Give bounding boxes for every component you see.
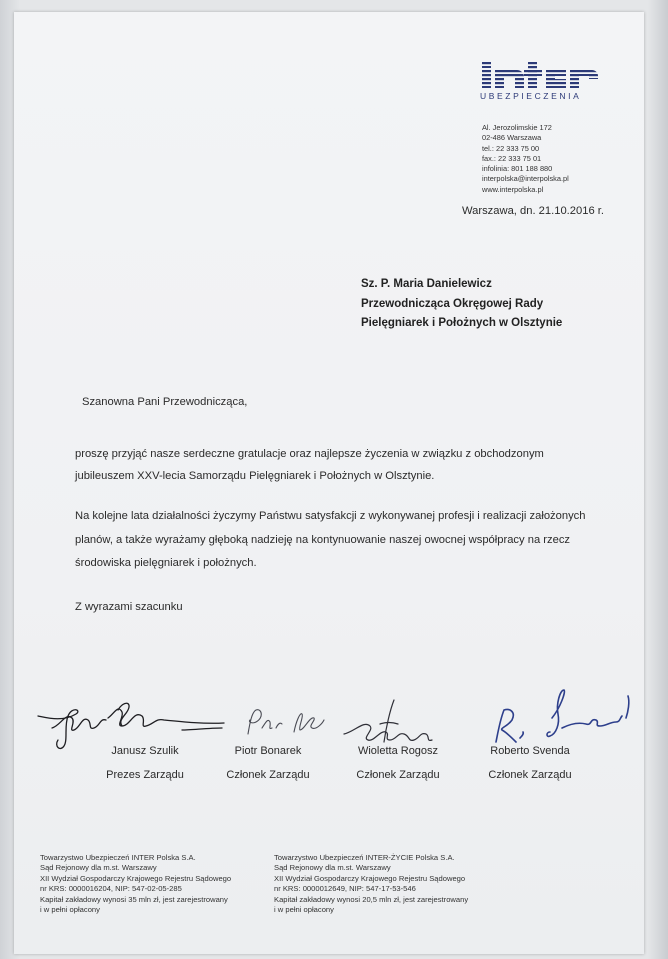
address-phone: tel.: 22 333 75 00: [482, 143, 540, 153]
footer-line: Sąd Rejonowy dla m.st. Warszawy: [40, 863, 157, 873]
recipient-name: Sz. P. Maria Danielewicz: [361, 278, 492, 290]
letter-page: [14, 12, 644, 954]
company-address: [482, 123, 569, 195]
address-hotline: infolinia: 801 188 880: [482, 164, 553, 174]
footer-line: nr KRS: 0000016204, NIP: 547-02-05-285: [40, 884, 182, 894]
footer-line: Towarzystwo Ubezpieczeń INTER-ŻYCIE Polska S.A.: [274, 853, 455, 862]
signature-piotr-bonarek: [248, 710, 324, 734]
inter-logo-wordmark: [480, 58, 602, 90]
signature-janusz-szulik: [38, 703, 224, 748]
footer-company-right: [274, 853, 468, 915]
address-website: www.interpolska.pl: [482, 184, 544, 194]
company-logo: [480, 58, 604, 101]
paragraph-1-line-1: proszę przyjąć nasze serdeczne gratulacje oraz najlepsze życzenia w związku z obchodzonym: [75, 448, 544, 460]
signature-wioletta-rogosz: [344, 700, 432, 742]
footer-line: i w pełni opłacony: [274, 905, 334, 915]
recipient-block: [361, 275, 562, 334]
recipient-organization: Pielęgniarek i Położnych w Olsztynie: [361, 317, 563, 329]
signatory-role: Prezes Zarządu: [106, 769, 184, 781]
signatory-role: Członek Zarządu: [226, 769, 310, 781]
paragraph-1-line-2: jubileuszem XXV-lecia Samorządu Pielęgniarek i Położnych w Olsztynie.: [75, 470, 435, 482]
footer-line: Towarzystwo Ubezpieczeń INTER Polska S.A.: [40, 853, 196, 862]
paragraph-2-line-2: planów, a także wyrażamy głęboką nadzieję na kontynuowanie naszej owocnej współpracy na rzecz: [75, 534, 571, 546]
footer-company-left: [40, 853, 231, 915]
footer-line: Sąd Rejonowy dla m.st. Warszawy: [274, 863, 391, 873]
footer-line: i w pełni opłacony: [40, 905, 100, 915]
signatory-name: Piotr Bonarek: [234, 745, 302, 757]
address-line: Al. Jerozolimskie 172: [482, 123, 552, 132]
recipient-title: Przewodnicząca Okręgowej Rady: [361, 297, 544, 310]
address-email: interpolska@interpolska.pl: [482, 174, 569, 184]
paragraph-2-line-3: środowiska pielęgniarek i położnych.: [75, 557, 257, 569]
signature-roberto-svenda: [496, 690, 629, 742]
signatory-role: Członek Zarządu: [488, 769, 572, 781]
salutation: Szanowna Pani Przewodnicząca,: [82, 396, 248, 408]
footer-line: XII Wydział Gospodarczy Krajowego Rejestru Sądowego: [40, 873, 232, 883]
footer-line: XII Wydział Gospodarczy Krajowego Rejestru Sądowego: [274, 873, 466, 883]
logo-subtitle: UBEZPIECZENIA: [480, 91, 582, 101]
footer-line: nr KRS: 0000012649, NIP: 547-17-53-546: [274, 884, 416, 894]
address-line: 02-486 Warszawa: [482, 133, 542, 143]
address-fax: fax.: 22 333 75 01: [482, 153, 542, 163]
paragraph-2-line-1: Na kolejne lata działalności życzymy Państwu satysfakcji z wykonywanej profesji i realizacji założonych: [75, 510, 586, 522]
footer-line: Kapitał zakładowy wynosi 35 mln zł, jest zarejestrowany: [40, 894, 228, 904]
signatory-name: Roberto Svenda: [490, 745, 570, 757]
letter-date: Warszawa, dn. 21.10.2016 r.: [462, 205, 604, 217]
signatory-role: Członek Zarządu: [356, 769, 440, 781]
signatory-name: Wioletta Rogosz: [357, 745, 439, 757]
signatory-name: Janusz Szulik: [111, 745, 179, 757]
closing: Z wyrazami szacunku: [75, 601, 183, 613]
footer-line: Kapitał zakładowy wynosi 20,5 mln zł, jest zarejestrowany: [274, 894, 469, 904]
